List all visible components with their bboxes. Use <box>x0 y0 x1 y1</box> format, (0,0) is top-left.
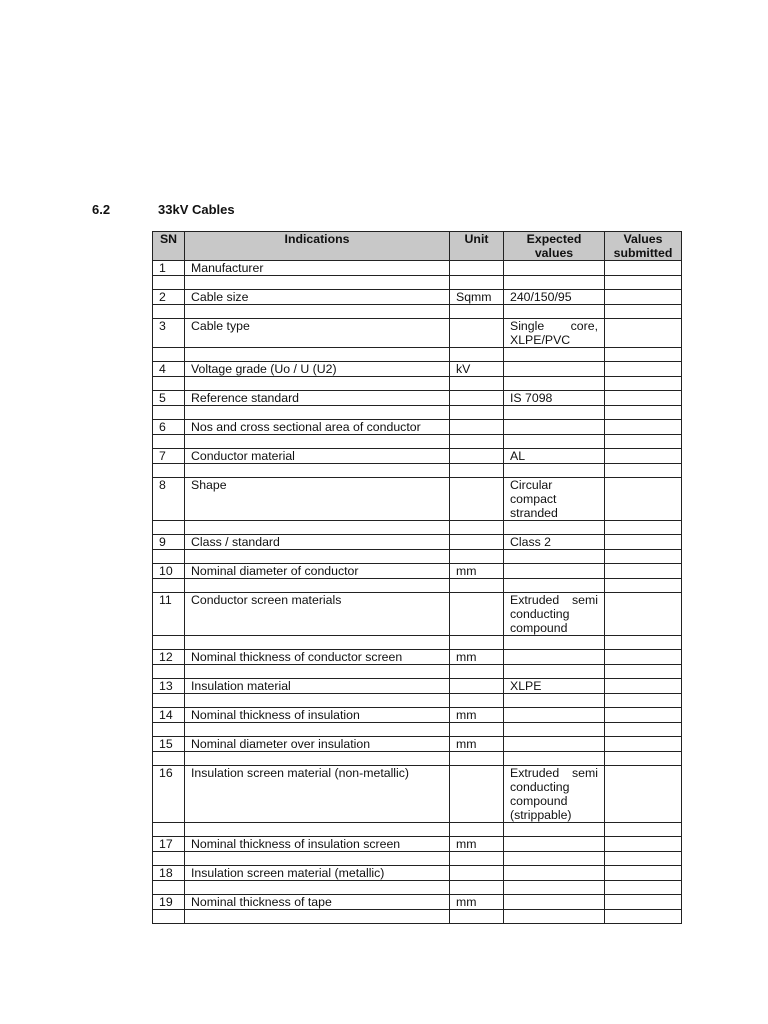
spacer-cell <box>605 881 682 895</box>
cell-value-submitted[interactable] <box>605 708 682 723</box>
spacer-cell <box>185 852 450 866</box>
spacer-cell <box>605 435 682 449</box>
cable-spec-table <box>152 231 682 924</box>
cell-expected-value <box>504 866 605 881</box>
cell-value-submitted[interactable] <box>605 866 682 881</box>
cell-indication: Nominal thickness of insulation <box>185 708 450 723</box>
cell-value-submitted[interactable] <box>605 362 682 377</box>
spacer-row <box>153 435 682 449</box>
table-row <box>153 478 682 521</box>
cell-expected-value: IS 7098 <box>504 391 605 406</box>
cell-sn: 6 <box>153 420 185 435</box>
spacer-row <box>153 852 682 866</box>
spacer-row <box>153 723 682 737</box>
cell-sn: 15 <box>153 737 185 752</box>
spacer-cell <box>605 377 682 391</box>
spacer-cell <box>450 276 504 290</box>
cell-value-submitted[interactable] <box>605 679 682 694</box>
cell-unit: Sqmm <box>450 290 504 305</box>
cell-sn: 16 <box>153 766 185 823</box>
cell-unit <box>450 535 504 550</box>
cell-expected-value <box>504 650 605 665</box>
spacer-cell <box>153 276 185 290</box>
spacer-cell <box>185 723 450 737</box>
spacer-cell <box>185 305 450 319</box>
cell-indication: Insulation material <box>185 679 450 694</box>
cell-expected-value: XLPE <box>504 679 605 694</box>
cell-value-submitted[interactable] <box>605 564 682 579</box>
spacer-row <box>153 377 682 391</box>
spacer-cell <box>504 852 605 866</box>
cell-unit <box>450 319 504 348</box>
spacer-cell <box>450 550 504 564</box>
spacer-cell <box>504 636 605 650</box>
spacer-cell <box>185 694 450 708</box>
cell-value-submitted[interactable] <box>605 650 682 665</box>
spacer-cell <box>605 910 682 924</box>
cell-sn: 11 <box>153 593 185 636</box>
cell-indication: Voltage grade (Uo / U (U2) <box>185 362 450 377</box>
spacer-cell <box>605 464 682 478</box>
cell-indication: Reference standard <box>185 391 450 406</box>
table-row <box>153 362 682 377</box>
table-row <box>153 766 682 823</box>
cell-value-submitted[interactable] <box>605 766 682 823</box>
cell-indication: Insulation screen material (non-metallic) <box>185 766 450 823</box>
spacer-row <box>153 305 682 319</box>
cell-expected-value <box>504 420 605 435</box>
cell-unit <box>450 593 504 636</box>
spacer-cell <box>450 579 504 593</box>
cell-expected-value: Class 2 <box>504 535 605 550</box>
cell-value-submitted[interactable] <box>605 737 682 752</box>
table-header-row <box>153 232 682 261</box>
spacer-cell <box>504 435 605 449</box>
spacer-cell <box>185 881 450 895</box>
spacer-cell <box>153 723 185 737</box>
cell-indication: Conductor screen materials <box>185 593 450 636</box>
header-sn: SN <box>153 232 185 261</box>
spacer-cell <box>504 694 605 708</box>
spacer-cell <box>450 377 504 391</box>
cell-sn: 3 <box>153 319 185 348</box>
spacer-cell <box>605 723 682 737</box>
spacer-cell <box>605 348 682 362</box>
spacer-cell <box>185 521 450 535</box>
cell-unit: mm <box>450 837 504 852</box>
spacer-cell <box>153 881 185 895</box>
cell-indication: Nominal diameter over insulation <box>185 737 450 752</box>
cell-indication: Nos and cross sectional area of conductor <box>185 420 450 435</box>
cell-value-submitted[interactable] <box>605 535 682 550</box>
cell-value-submitted[interactable] <box>605 319 682 348</box>
cell-expected-value <box>504 708 605 723</box>
cell-indication: Manufacturer <box>185 261 450 276</box>
spacer-cell <box>450 910 504 924</box>
spacer-cell <box>504 550 605 564</box>
spacer-cell <box>153 752 185 766</box>
spacer-cell <box>605 579 682 593</box>
cell-indication: Insulation screen material (metallic) <box>185 866 450 881</box>
spacer-cell <box>185 665 450 679</box>
spacer-cell <box>450 665 504 679</box>
spacer-row <box>153 464 682 478</box>
spacer-cell <box>504 464 605 478</box>
table-row <box>153 420 682 435</box>
spacer-cell <box>450 305 504 319</box>
spacer-cell <box>504 665 605 679</box>
spacer-cell <box>153 823 185 837</box>
spacer-cell <box>450 723 504 737</box>
spacer-cell <box>450 823 504 837</box>
spacer-cell <box>185 377 450 391</box>
spacer-row <box>153 348 682 362</box>
spacer-cell <box>504 910 605 924</box>
table-row <box>153 319 682 348</box>
spacer-cell <box>153 910 185 924</box>
cell-expected-value <box>504 564 605 579</box>
cell-expected-value: Extruded semi conducting compound (strippable) <box>504 766 605 823</box>
spacer-cell <box>185 910 450 924</box>
cell-sn: 9 <box>153 535 185 550</box>
cell-expected-value <box>504 895 605 910</box>
table-row <box>153 866 682 881</box>
header-indications: Indications <box>185 232 450 261</box>
cell-sn: 17 <box>153 837 185 852</box>
cell-sn: 19 <box>153 895 185 910</box>
cell-unit <box>450 420 504 435</box>
cell-sn: 10 <box>153 564 185 579</box>
spacer-cell <box>504 305 605 319</box>
cell-indication: Nominal thickness of tape <box>185 895 450 910</box>
cell-value-submitted[interactable] <box>605 391 682 406</box>
cell-sn: 2 <box>153 290 185 305</box>
spacer-row <box>153 823 682 837</box>
cell-expected-value: Single core, XLPE/PVC <box>504 319 605 348</box>
cell-expected-value <box>504 261 605 276</box>
cell-sn: 1 <box>153 261 185 276</box>
table-row <box>153 290 682 305</box>
spacer-cell <box>504 521 605 535</box>
spacer-cell <box>504 823 605 837</box>
spacer-cell <box>450 752 504 766</box>
spacer-row <box>153 694 682 708</box>
cell-sn: 8 <box>153 478 185 521</box>
spacer-row <box>153 579 682 593</box>
cell-unit: mm <box>450 895 504 910</box>
cell-indication: Nominal thickness of insulation screen <box>185 837 450 852</box>
spacer-cell <box>153 852 185 866</box>
spacer-cell <box>504 276 605 290</box>
header-values-submitted: Values submitted <box>605 232 682 261</box>
spacer-cell <box>605 694 682 708</box>
cell-unit: kV <box>450 362 504 377</box>
spacer-cell <box>153 435 185 449</box>
spacer-cell <box>450 521 504 535</box>
cell-unit: mm <box>450 737 504 752</box>
spacer-cell <box>450 435 504 449</box>
cell-indication: Nominal thickness of conductor screen <box>185 650 450 665</box>
header-unit: Unit <box>450 232 504 261</box>
cell-value-submitted[interactable] <box>605 837 682 852</box>
cell-sn: 4 <box>153 362 185 377</box>
cell-indication: Nominal diameter of conductor <box>185 564 450 579</box>
cell-sn: 13 <box>153 679 185 694</box>
cell-indication: Cable size <box>185 290 450 305</box>
cell-unit: mm <box>450 650 504 665</box>
table-row <box>153 593 682 636</box>
cell-expected-value <box>504 837 605 852</box>
cell-unit: mm <box>450 564 504 579</box>
cell-value-submitted[interactable] <box>605 420 682 435</box>
spacer-cell <box>605 521 682 535</box>
table-row <box>153 737 682 752</box>
spacer-cell <box>153 665 185 679</box>
spacer-cell <box>504 723 605 737</box>
cell-unit <box>450 449 504 464</box>
spacer-cell <box>185 823 450 837</box>
spacer-cell <box>450 636 504 650</box>
cell-unit <box>450 478 504 521</box>
cell-indication: Shape <box>185 478 450 521</box>
spacer-cell <box>185 464 450 478</box>
spacer-cell <box>153 464 185 478</box>
spacer-cell <box>153 305 185 319</box>
cell-unit: mm <box>450 708 504 723</box>
cell-expected-value: AL <box>504 449 605 464</box>
table-row <box>153 837 682 852</box>
spacer-cell <box>185 636 450 650</box>
cell-expected-value: Circular compact stranded <box>504 478 605 521</box>
cell-sn: 14 <box>153 708 185 723</box>
header-expected-values: Expected values <box>504 232 605 261</box>
cell-expected-value: 240/150/95 <box>504 290 605 305</box>
spacer-row <box>153 881 682 895</box>
spacer-cell <box>450 348 504 362</box>
spacer-cell <box>153 348 185 362</box>
spacer-cell <box>504 579 605 593</box>
spacer-cell <box>185 752 450 766</box>
spacer-cell <box>504 348 605 362</box>
spacer-cell <box>450 852 504 866</box>
table-row <box>153 679 682 694</box>
table-row <box>153 449 682 464</box>
cell-unit <box>450 679 504 694</box>
spacer-cell <box>605 665 682 679</box>
spacer-cell <box>153 521 185 535</box>
spacer-cell <box>605 305 682 319</box>
cell-sn: 7 <box>153 449 185 464</box>
cell-value-submitted[interactable] <box>605 593 682 636</box>
spacer-row <box>153 406 682 420</box>
spacer-row <box>153 550 682 564</box>
spacer-cell <box>153 636 185 650</box>
table-row <box>153 391 682 406</box>
spacer-cell <box>153 694 185 708</box>
spacer-cell <box>153 377 185 391</box>
cell-sn: 18 <box>153 866 185 881</box>
cell-sn: 5 <box>153 391 185 406</box>
cell-value-submitted[interactable] <box>605 290 682 305</box>
cell-value-submitted[interactable] <box>605 478 682 521</box>
spacer-row <box>153 752 682 766</box>
table-row <box>153 535 682 550</box>
spacer-cell <box>185 435 450 449</box>
cell-value-submitted[interactable] <box>605 895 682 910</box>
cell-sn: 12 <box>153 650 185 665</box>
spacer-row <box>153 636 682 650</box>
cell-unit <box>450 391 504 406</box>
spacer-cell <box>185 348 450 362</box>
spacer-cell <box>450 406 504 420</box>
spacer-row <box>153 276 682 290</box>
spacer-cell <box>605 276 682 290</box>
table-row <box>153 564 682 579</box>
spacer-row <box>153 521 682 535</box>
table-row <box>153 895 682 910</box>
cell-expected-value <box>504 362 605 377</box>
spacer-cell <box>153 579 185 593</box>
cell-indication: Class / standard <box>185 535 450 550</box>
spacer-cell <box>605 752 682 766</box>
table-body <box>153 261 682 924</box>
spacer-cell <box>185 550 450 564</box>
cell-indication: Cable type <box>185 319 450 348</box>
spacer-cell <box>450 464 504 478</box>
spacer-cell <box>605 823 682 837</box>
cell-expected-value <box>504 737 605 752</box>
spacer-cell <box>504 406 605 420</box>
spacer-cell <box>605 852 682 866</box>
spacer-cell <box>605 406 682 420</box>
spacer-cell <box>153 550 185 564</box>
spacer-cell <box>450 694 504 708</box>
spacer-cell <box>504 752 605 766</box>
cell-unit <box>450 261 504 276</box>
cell-unit <box>450 866 504 881</box>
section-title: 33kV Cables <box>158 202 235 217</box>
spacer-cell <box>450 881 504 895</box>
table-row <box>153 650 682 665</box>
table-row <box>153 708 682 723</box>
cell-indication: Conductor material <box>185 449 450 464</box>
table-row <box>153 261 682 276</box>
section-number: 6.2 <box>92 202 111 217</box>
spacer-cell <box>153 406 185 420</box>
spacer-cell <box>185 406 450 420</box>
spacer-row <box>153 665 682 679</box>
spacer-cell <box>605 550 682 564</box>
spacer-cell <box>605 636 682 650</box>
spacer-cell <box>504 377 605 391</box>
spacer-cell <box>185 579 450 593</box>
cell-unit <box>450 766 504 823</box>
cell-value-submitted[interactable] <box>605 261 682 276</box>
cell-value-submitted[interactable] <box>605 449 682 464</box>
spacer-cell <box>185 276 450 290</box>
cell-expected-value: Extruded semi conducting compound <box>504 593 605 636</box>
spacer-row <box>153 910 682 924</box>
spacer-cell <box>504 881 605 895</box>
